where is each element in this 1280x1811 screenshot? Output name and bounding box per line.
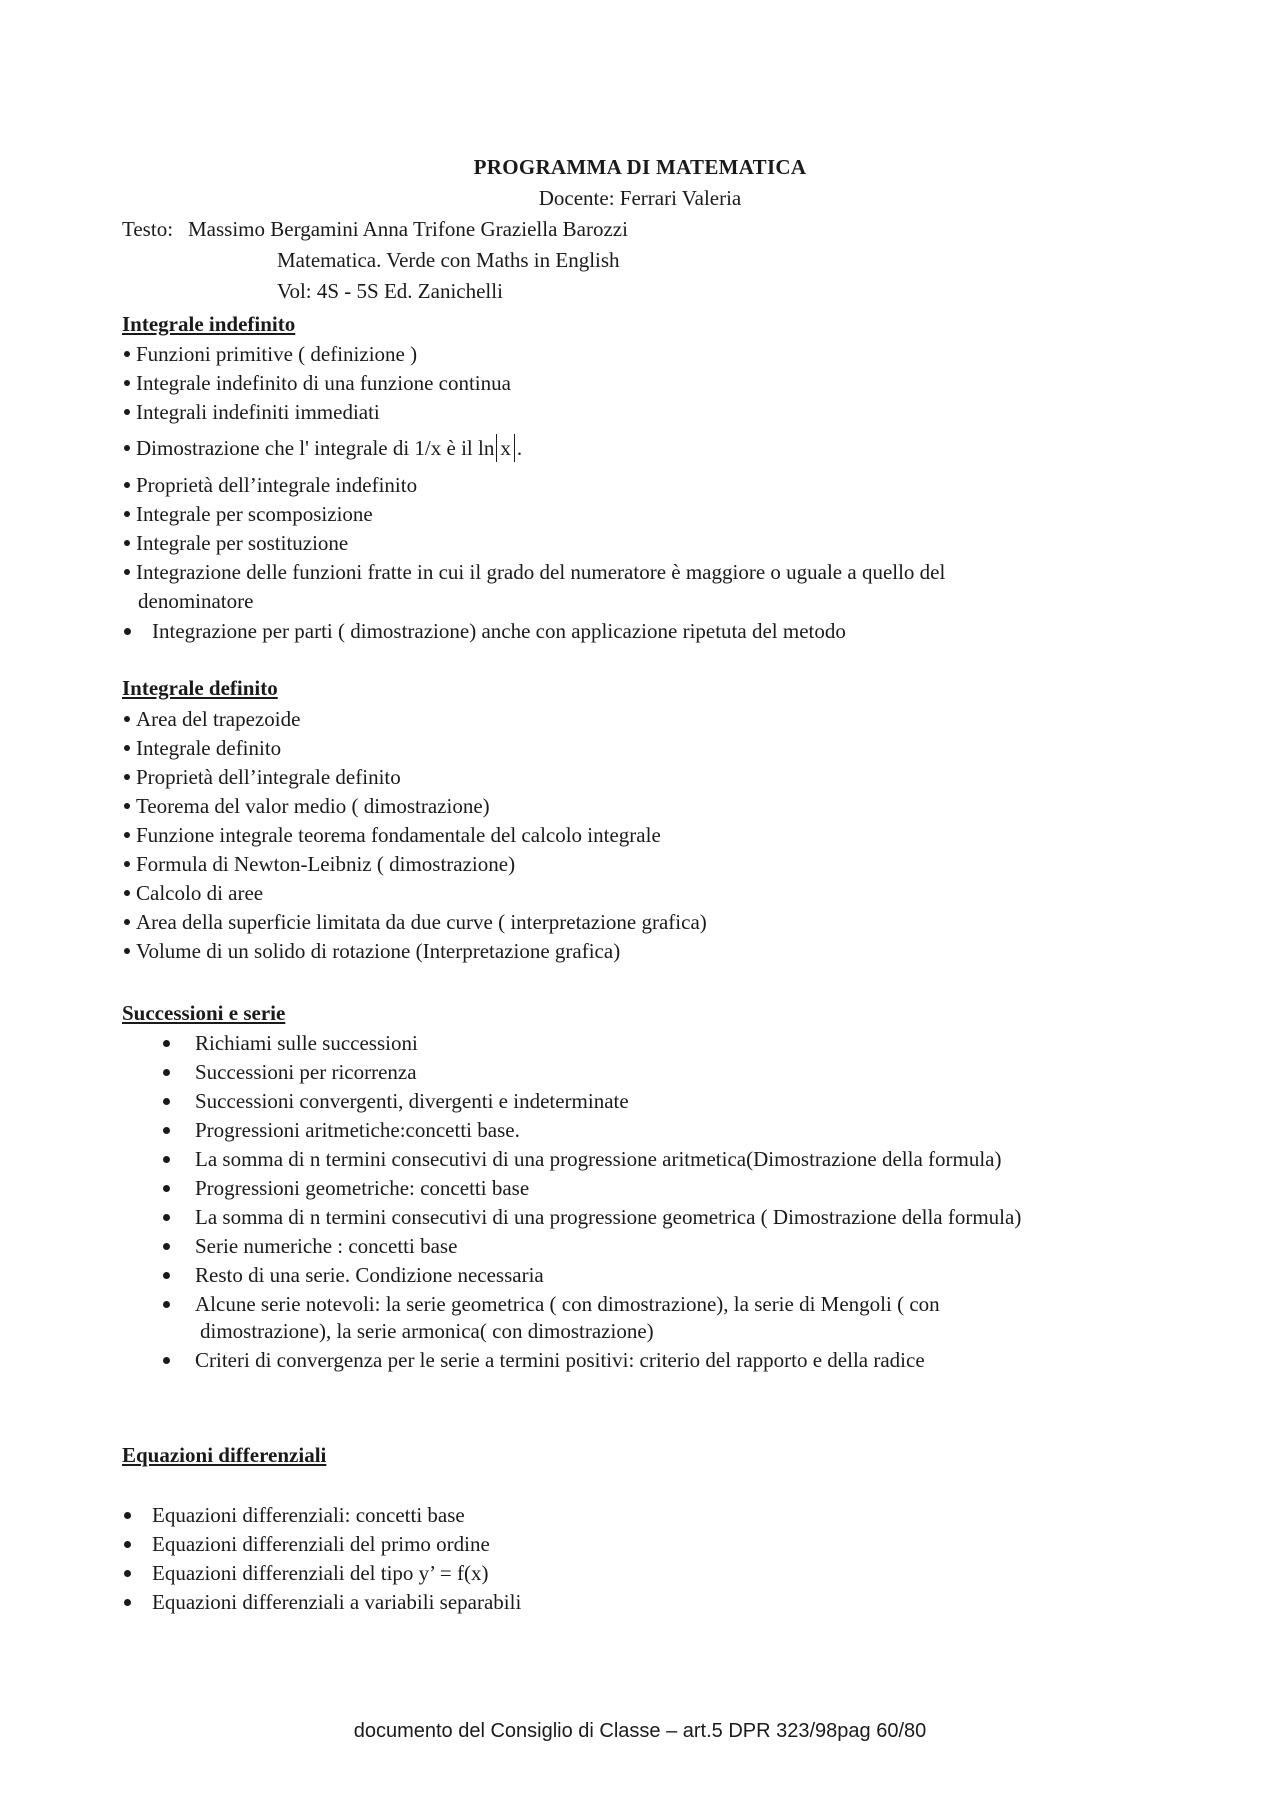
text-label: Testo: [122, 217, 174, 241]
list-item: Integrale per scomposizione [124, 501, 373, 527]
bullet-icon [124, 832, 130, 838]
bullet-icon [124, 774, 130, 780]
list-item: Integrale per sostituzione [124, 530, 348, 556]
bullet-icon [124, 380, 130, 386]
list-item: Formula di Newton-Leibniz ( dimostrazione) [124, 851, 515, 877]
list-item: Progressioni geometriche: concetti base [163, 1175, 529, 1201]
list-item: Equazioni differenziali a variabili separabili [124, 1589, 521, 1615]
list-item: Proprietà dell’integrale indefinito [124, 472, 417, 498]
volume-line: Vol: 4S - 5S Ed. Zanichelli [277, 279, 503, 303]
list-item: Teorema del valor medio ( dimostrazione) [124, 793, 490, 819]
bullet-icon [124, 803, 130, 809]
bullet-icon [124, 628, 131, 635]
list-item: Richiami sulle successioni [163, 1030, 418, 1056]
list-item: Serie numeriche : concetti base [163, 1233, 457, 1259]
section-heading-successioni-e-serie: Successioni e serie [122, 1001, 286, 1025]
bullet-icon [124, 569, 130, 575]
bullet-icon [163, 1214, 170, 1221]
list-item: Integrale definito [124, 735, 281, 761]
list-item: Successioni convergenti, divergenti e indeterminate [163, 1088, 629, 1114]
bullet-icon [163, 1127, 170, 1134]
list-item: Criteri di convergenza per le serie a termini positivi: criterio del rapporto e della radice [163, 1347, 925, 1373]
list-item: Integrali indefiniti immediati [124, 399, 380, 425]
section-heading-integrale-definito: Integrale definito [122, 676, 278, 700]
authors-line: Massimo Bergamini Anna Trifone Graziella Barozzi [188, 217, 628, 241]
bullet-icon [163, 1156, 170, 1163]
bullet-icon [163, 1185, 170, 1192]
list-item: Integrale indefinito di una funzione continua [124, 370, 511, 396]
bullet-icon [124, 482, 130, 488]
list-item: Calcolo di aree [124, 880, 263, 906]
list-item: Alcune serie notevoli: la serie geometrica ( con dimostrazione), la serie di Mengoli ( con [163, 1291, 940, 1317]
bullet-icon [124, 948, 130, 954]
bullet-icon [124, 861, 130, 867]
absolute-value-x: x [496, 434, 515, 462]
list-item: Funzione integrale teorema fondamentale del calcolo integrale [124, 822, 661, 848]
list-item: Integrazione delle funzioni fratte in cui il grado del numeratore è maggiore o uguale a quello del [124, 559, 945, 585]
bullet-icon [124, 745, 130, 751]
list-item: Equazioni differenziali: concetti base [124, 1502, 465, 1528]
list-item: Area del trapezoide [124, 706, 300, 732]
teacher-line: Docente: Ferrari Valeria [538, 186, 742, 210]
bullet-icon [124, 919, 130, 925]
list-item: Successioni per ricorrenza [163, 1059, 417, 1085]
page-footer: documento del Consiglio di Classe – art.5 DPR 323/98pag 60/80 [353, 1720, 927, 1742]
bullet-icon [124, 409, 130, 415]
list-item-continuation: dimostrazione), la serie armonica( con dimostrazione) [200, 1319, 654, 1343]
list-item: Dimostrazione che l' integrale di 1/x è il ln x . [124, 434, 522, 462]
list-item-continuation: denominatore [138, 589, 254, 613]
section-heading-integrale-indefinito: Integrale indefinito [122, 312, 296, 336]
list-item: Equazioni differenziali del tipo y’ = f(x) [124, 1560, 488, 1586]
list-item: La somma di n termini consecutivi di una progressione aritmetica(Dimostrazione della formula) [163, 1146, 1002, 1172]
bullet-icon [124, 445, 130, 451]
book-line: Matematica. Verde con Maths in English [277, 248, 620, 272]
bullet-icon [163, 1301, 170, 1308]
bullet-icon [124, 1512, 131, 1519]
bullet-icon [124, 540, 130, 546]
bullet-icon [124, 890, 130, 896]
bullet-icon [124, 511, 130, 517]
bullet-icon [163, 1357, 170, 1364]
list-item: Resto di una serie. Condizione necessaria [163, 1262, 544, 1288]
bullet-icon [163, 1040, 170, 1047]
section-heading-equazioni-differenziali: Equazioni differenziali [122, 1443, 327, 1467]
list-item: Proprietà dell’integrale definito [124, 764, 401, 790]
bullet-icon [163, 1272, 170, 1279]
list-item: Volume di un solido di rotazione (Interpretazione grafica) [124, 938, 620, 964]
list-item: Equazioni differenziali del primo ordine [124, 1531, 490, 1557]
page-title: PROGRAMMA DI MATEMATICA [473, 155, 807, 179]
list-item: Progressioni aritmetiche:concetti base. [163, 1117, 520, 1143]
bullet-icon [124, 351, 130, 357]
list-item: La somma di n termini consecutivi di una progressione geometrica ( Dimostrazione della formula) [163, 1204, 1021, 1230]
bullet-icon [124, 1570, 131, 1577]
list-item: Area della superficie limitata da due curve ( interpretazione grafica) [124, 909, 707, 935]
bullet-icon [163, 1069, 170, 1076]
list-item: Integrazione per parti ( dimostrazione) anche con applicazione ripetuta del metodo [124, 618, 846, 644]
list-item: Funzioni primitive ( definizione ) [124, 341, 417, 367]
bullet-icon [124, 716, 130, 722]
bullet-icon [124, 1541, 131, 1548]
bullet-icon [163, 1243, 170, 1250]
bullet-icon [163, 1098, 170, 1105]
bullet-icon [124, 1599, 131, 1606]
